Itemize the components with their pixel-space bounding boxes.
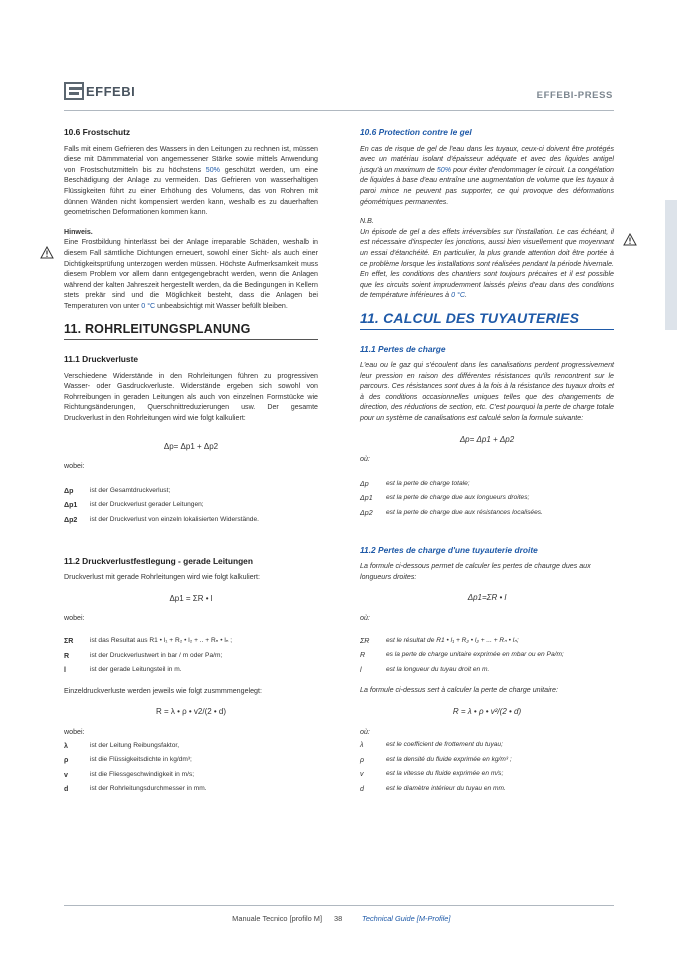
- text: unbeabsichtigt mit Wasser befüllt bleiben.: [155, 301, 288, 310]
- effebi-logo-mark-icon: [64, 82, 84, 100]
- symbol: λ: [64, 741, 68, 750]
- note-paragraph: [360, 227, 614, 301]
- where-label: où:: [360, 455, 370, 464]
- symbol: ρ: [360, 755, 365, 764]
- definition-list: [64, 486, 318, 526]
- symbol: l: [64, 666, 66, 675]
- symbol: ρ: [64, 756, 69, 765]
- footer-left-title: Manuale Tecnico [profilo M]: [232, 914, 322, 923]
- french-column: [360, 127, 614, 799]
- formula: R = λ • ρ • v2/(2 • d): [155, 707, 227, 717]
- description: est la vitesse du fluide exprimée en m/s;: [386, 770, 504, 778]
- section-title: 10.6 Frostschutz: [64, 127, 131, 137]
- definition-list: [360, 479, 614, 519]
- logo-text: EFFEBI: [86, 83, 136, 99]
- definition-row: [360, 740, 614, 751]
- definition-row: [64, 500, 318, 511]
- symbol: Δp2: [64, 516, 78, 525]
- where-label: wobei:: [64, 727, 85, 736]
- where-label: wobei:: [64, 462, 85, 471]
- symbol: v: [360, 770, 364, 779]
- definition-list: [64, 636, 318, 676]
- symbol: λ: [360, 741, 364, 750]
- definition-row: [64, 486, 318, 497]
- formula: R = λ • ρ • v²/(2 • d): [452, 706, 522, 716]
- description: ist das Resultat aus R1 • l₁ + R₂ • l₂ + .. + Rₙ • lₙ ;: [90, 637, 233, 644]
- footer-right-title: Technical Guide [M-Profile]: [362, 914, 451, 923]
- definition-row: [64, 770, 318, 781]
- definition-row: [360, 650, 614, 661]
- description: ist der Druckverlustwert in bar / m oder Pa/m;: [90, 651, 223, 659]
- symbol: R: [360, 651, 366, 660]
- description: est le coefficient de frottement du tuyau;: [386, 741, 503, 749]
- formula: Δp1=ΣR • l: [467, 593, 507, 603]
- symbol: R: [64, 651, 70, 660]
- paragraph: La formule ci-dessus sert à calculer la perte de charge unitaire:: [360, 686, 558, 695]
- text: Falls mit einem Gefrieren des Wassers in den Leitungen zu rechnen ist, müssen diese mit Dämmmaterial von angemessener Stärke sowie mittels Anwendung von Frostschutzmitteln bis zu höchstens: [64, 144, 318, 174]
- text: En cas de risque de gel de l'eau dans les tuyaux, ceux-ci doivent être protégés avec un matériau isolant d'épaisseur adéquate et avec des liquides antigel jusqu'à un maximum de: [360, 144, 614, 174]
- symbol: d: [64, 785, 69, 794]
- section-title: 10.6 Protection contre le gel: [360, 127, 472, 137]
- symbol: ΣR: [64, 637, 74, 645]
- symbol: Δp: [360, 479, 369, 488]
- description: est le diamètre intérieur du tuyau en mm.: [386, 784, 506, 792]
- definition-row: [64, 755, 318, 766]
- definition-row: [360, 784, 614, 795]
- header-title: EFFEBI-PRESS: [536, 90, 613, 101]
- symbol: Δp2: [360, 509, 373, 518]
- percentage-value: 50%: [205, 165, 220, 174]
- section-title: 11.1 Druckverluste: [64, 354, 139, 365]
- description: ist der Druckverlust von einzeln lokalisierten Widerstände.: [90, 516, 259, 524]
- symbol: d: [360, 784, 364, 793]
- formula: Δp= Δp1 + Δp2: [163, 441, 219, 451]
- text: Un épisode de gel a des effets irréversibles sur l'installation. Le cas échéant, il est nécessaire d'inspecter les jonctions, aussi bien visuellement que moyennant un essai d'étanchéité. En particulier, la plus grande attention doit être portée à ce problème lorsque les installations sont réalisées pendant la période hivernale. En effet, les conditions des chantiers sont toujours précaires et il est possible que les circuits soient imprudemment laissés pleins d'eau dans des conditions de température inférieures à: [360, 227, 614, 300]
- description: est la perte de charge totale;: [386, 479, 470, 487]
- where-label: où:: [360, 727, 370, 736]
- definition-row: [360, 755, 614, 766]
- definition-row: [360, 769, 614, 780]
- paragraph: [360, 144, 614, 208]
- note-title: Hinweis.: [64, 227, 93, 236]
- description: es la perte de charge unitaire exprimée en mbar ou en Pa/m;: [386, 651, 564, 659]
- warning-triangle-icon: [623, 233, 637, 246]
- temperature-value: 0 °C: [141, 301, 156, 310]
- chapter-title: 11. ROHRLEITUNGSPLANUNG: [64, 324, 318, 341]
- text: Eine Frostbildung hinterlässt bei der Anlage irreparable Schäden, weshalb in diesem Fall sämtliche Dichtungen erneuert, sowohl einer Sicht- als auch einer Dichtigkeitsprüfung unterzogen werden müssen. Höchste Aufmerksamkeit muss diesem Problem vor allem dann entgegengebracht werden, wenn die Anlagen während der kalten Jahreszeit hergestellt werden, da die Bedingungen in Kellern stets prekär sind und die Möglichkeit besteht, dass die Anlagen bei Temperaturen von unter: [64, 238, 318, 310]
- definition-row: [360, 479, 614, 490]
- text: pour éviter d'endommager le circuit. La congélation de liquides à base d'eau entraîne une augmentation de volume que les tuyaux à paroi mince ne peuvent pas supporter, ce qui provoque des déformations géométriques permanentes.: [360, 165, 614, 206]
- description: est la densité du fluide exprimée en kg/m³ ;: [386, 755, 512, 763]
- where-label: où:: [360, 614, 370, 622]
- symbol: Δp1: [360, 494, 373, 503]
- definition-row: [64, 636, 318, 647]
- description: ist die Flüssigkeitsdichte in kg/dm³;: [90, 756, 192, 764]
- chapter-title: 11. CALCUL DES TUYAUTERIES: [360, 313, 614, 330]
- text: geschützt werden, um eine Beschädigung der Anlage zu vermeiden. Das Gefrieren von wasserhaltigen Flüssigkeiten führt zu einer Erhöhung des Volumens, das von Rohren mit dünnen Wänden nicht kompensiert werden kann, weshalb es zu dauerhaften geometrischen Deformationen kommen kann.: [64, 165, 318, 217]
- symbol: v: [64, 770, 68, 779]
- text: .: [464, 291, 467, 300]
- description: ist der gerade Leitungsteil in m.: [90, 666, 182, 674]
- definition-row: [360, 508, 614, 519]
- definition-row: [64, 651, 318, 662]
- symbol: ΣR: [360, 636, 370, 645]
- definition-list: [360, 740, 614, 794]
- note-paragraph: [64, 237, 318, 311]
- definition-list: [360, 636, 614, 676]
- footer-divider: [64, 905, 614, 906]
- percentage-value: 50%: [436, 165, 452, 174]
- description: est la perte de charge due aux résistances localisées.: [386, 509, 543, 517]
- definition-row: [64, 515, 318, 526]
- german-column: [64, 127, 318, 799]
- paragraph: Druckverlust mit gerade Rohrleitungen wird wie folgt kalkuliert:: [64, 573, 260, 582]
- section-title: 11.2 Pertes de charge d'une tuyauterie droite: [360, 544, 538, 555]
- description: ist der Leitung Reibungsfaktor,: [90, 741, 180, 749]
- paragraph: Verschiedene Widerstände in den Rohrleitungen führen zu progressiven Wasser- oder Gasdruckverluste. Widerstände ergeben sich sowohl von Rohrreibungen in geraden Leitungen als auch von einzelnen Formstücke wie Richtungsänderungen, Querschnittreduzierungen usw. Der gesamte Druckverlust in den Rohrleitungen wird wie folgt kalkuliert:: [64, 371, 318, 423]
- warning-triangle-icon: [40, 246, 54, 259]
- section-title: 11.2 Druckverlustfestlegung - gerade Leitungen: [64, 555, 253, 566]
- symbol: Δp1: [64, 501, 78, 510]
- definition-row: [64, 665, 318, 676]
- formula: Δp= Δp1 + Δp2: [459, 434, 515, 444]
- description: ist die Fliessgeschwindigkeit in m/s;: [90, 770, 195, 778]
- paragraph: [64, 144, 318, 218]
- description: est la perte de charge due aux longueurs droites;: [386, 494, 530, 502]
- where-label: wobei:: [64, 614, 85, 623]
- definition-row: [64, 741, 318, 752]
- side-tab: [665, 200, 677, 330]
- definition-list: [64, 741, 318, 795]
- section-title: 11.1 Pertes de charge: [360, 343, 446, 354]
- definition-row: [64, 784, 318, 795]
- description: ist der Druckverlust gerader Leitungen;: [90, 501, 204, 509]
- header-divider: [64, 110, 614, 111]
- temperature-value: 0 °C: [451, 291, 465, 300]
- paragraph: L'eau ou le gaz qui s'écoulent dans les canalisations perdent progressivement leur pression en raison des différentes résistances qu'ils rencontrent sur le parcours. Ces résistances sont dues à la fois à la résistance des tuyaux droits et à des conditions occasionnelles uniques telles que des changements de direction, des réductions de section, etc. C'est pourquoi la perte de charge totale pour un système de canalisations est calculé selon la formule suivante:: [360, 361, 614, 423]
- description: ist der Rohrleitungsdurchmesser in mm.: [90, 785, 207, 793]
- page-number: 38: [334, 914, 343, 923]
- description: est le résultat de R1 • l₁ + R₂ • l₂ + ... + Rₙ • lₙ;: [386, 636, 519, 644]
- definition-row: [360, 665, 614, 676]
- effebi-logo: [64, 82, 135, 100]
- definition-row: [360, 493, 614, 504]
- definition-row: [360, 636, 614, 647]
- description: est la longueur du tuyau droit en m.: [386, 665, 490, 673]
- paragraph: Einzeldruckverluste werden jeweils wie folgt zusmmmengelegt:: [64, 686, 262, 695]
- description: ist der Gesamtdruckverlust;: [90, 486, 171, 494]
- note-title: N.B.: [360, 217, 374, 226]
- symbol: Δp: [64, 486, 74, 495]
- formula: Δp1 = ΣR • l: [169, 593, 213, 603]
- symbol: l: [360, 665, 362, 674]
- paragraph: La formule ci-dessous permet de calculer les pertes de chaurge dues aux longueurs droites:: [360, 562, 591, 581]
